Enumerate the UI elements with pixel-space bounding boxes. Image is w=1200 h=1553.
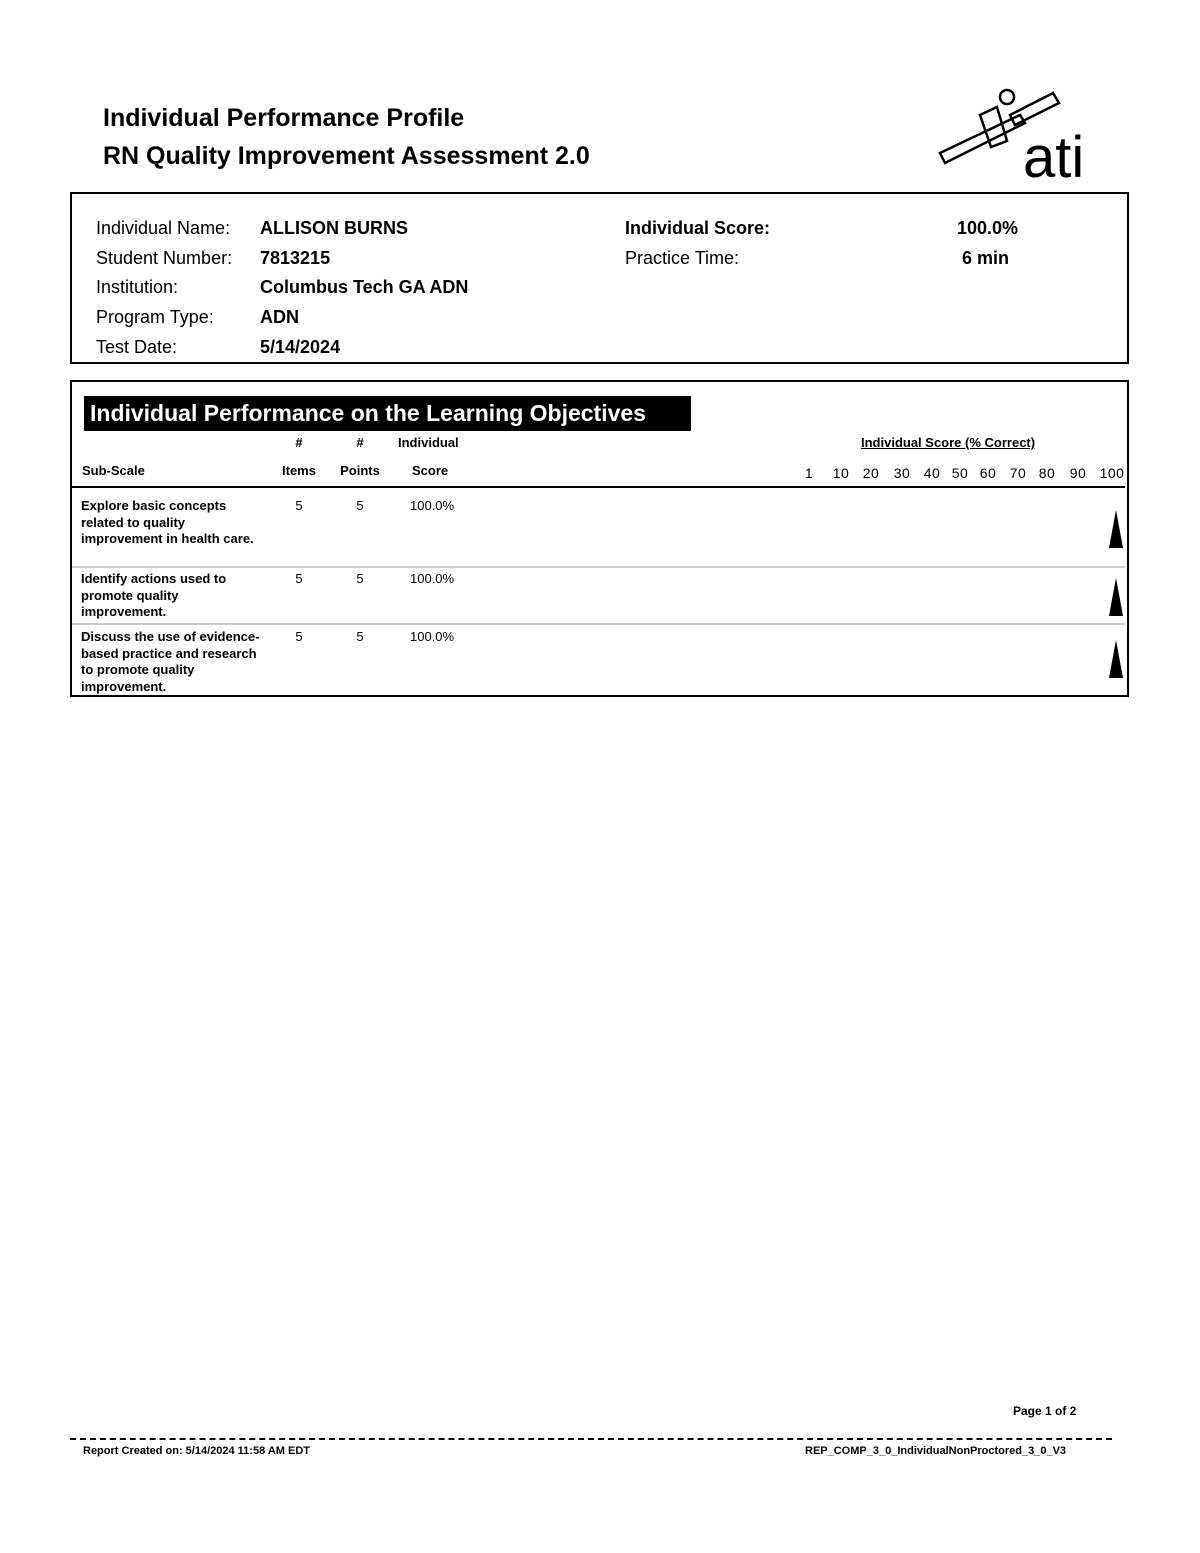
subscale-header: Sub-Scale	[82, 463, 145, 478]
row-divider	[72, 623, 1125, 625]
score-marker	[1108, 578, 1124, 616]
scale-tick-label: 20	[862, 465, 880, 481]
score-header: Score	[412, 463, 449, 478]
objective-items: 5	[295, 498, 303, 513]
scale-tick-label: 100	[1099, 465, 1125, 481]
points-header: Points	[340, 463, 380, 478]
ati-logo	[935, 85, 1110, 185]
scale-tick-label: 70	[1009, 465, 1027, 481]
student-number-label: Student Number:	[96, 248, 233, 268]
practice-time-value: 6 min	[962, 248, 1010, 268]
page-number: Page 1 of 2	[1013, 1404, 1077, 1418]
institution-label: Institution:	[96, 277, 179, 297]
objective-points: 5	[356, 629, 364, 644]
row-divider	[72, 566, 1125, 568]
report-created: Report Created on: 5/14/2024 11:58 AM EDT	[83, 1445, 311, 1457]
scale-tick-label: 40	[923, 465, 941, 481]
objective-score: 100.0%	[410, 571, 455, 586]
objective-points: 5	[356, 571, 364, 586]
footer-divider	[70, 1438, 1112, 1440]
scale-tick-label: 50	[951, 465, 969, 481]
scale-tick-label: 60	[979, 465, 997, 481]
assessment-title: RN Quality Improvement Assessment 2.0	[103, 142, 590, 170]
items-header: Items	[282, 463, 316, 478]
objective-text: Discuss the use of evidence-based practice and research to promote quality improvement.	[81, 629, 260, 694]
scale-tick-label: 30	[893, 465, 911, 481]
individual-score-label: Individual Score:	[625, 218, 771, 238]
learning-objectives-panel	[70, 380, 1129, 697]
scale-title: Individual Score (% Correct)	[861, 435, 1036, 450]
objective-items: 5	[295, 571, 303, 586]
test-date-label: Test Date:	[96, 337, 178, 357]
student-info-panel	[70, 192, 1129, 364]
objective-score: 100.0%	[410, 629, 455, 644]
individual-score-value: 100.0%	[957, 218, 1019, 238]
scale-tick-label: 90	[1069, 465, 1087, 481]
objective-text: Identify actions used to promote quality improvement.	[81, 571, 227, 619]
name-value: ALLISON BURNS	[260, 218, 408, 238]
program-type-value: ADN	[260, 307, 299, 327]
report-id: REP_COMP_3_0_IndividualNonProctored_3_0_V3	[805, 1445, 1067, 1457]
logo-wordmark: ati	[1023, 125, 1085, 185]
objective-points: 5	[356, 498, 364, 513]
objective-score: 100.0%	[410, 498, 455, 513]
practice-time-label: Practice Time:	[625, 248, 740, 268]
name-label: Individual Name:	[96, 218, 231, 238]
score-marker	[1108, 510, 1124, 548]
institution-value: Columbus Tech GA ADN	[260, 277, 469, 297]
header-rule	[72, 486, 1125, 488]
program-type-label: Program Type:	[96, 307, 214, 327]
scale-tick-label: 1	[804, 465, 814, 481]
section-title: Individual Performance on the Learning Objectives	[84, 396, 691, 431]
report-title: Individual Performance Profile	[103, 104, 465, 132]
score-header-top: Individual	[398, 435, 459, 450]
points-header-top: #	[356, 435, 364, 450]
objective-items: 5	[295, 629, 303, 644]
items-header-top: #	[295, 435, 303, 450]
scale-tick-label: 80	[1038, 465, 1056, 481]
student-number-value: 7813215	[260, 248, 331, 268]
test-date-value: 5/14/2024	[260, 337, 341, 357]
score-marker	[1108, 640, 1124, 678]
scale-tick-label: 10	[832, 465, 850, 481]
objective-text: Explore basic concepts related to quality improvement in health care.	[81, 498, 254, 546]
